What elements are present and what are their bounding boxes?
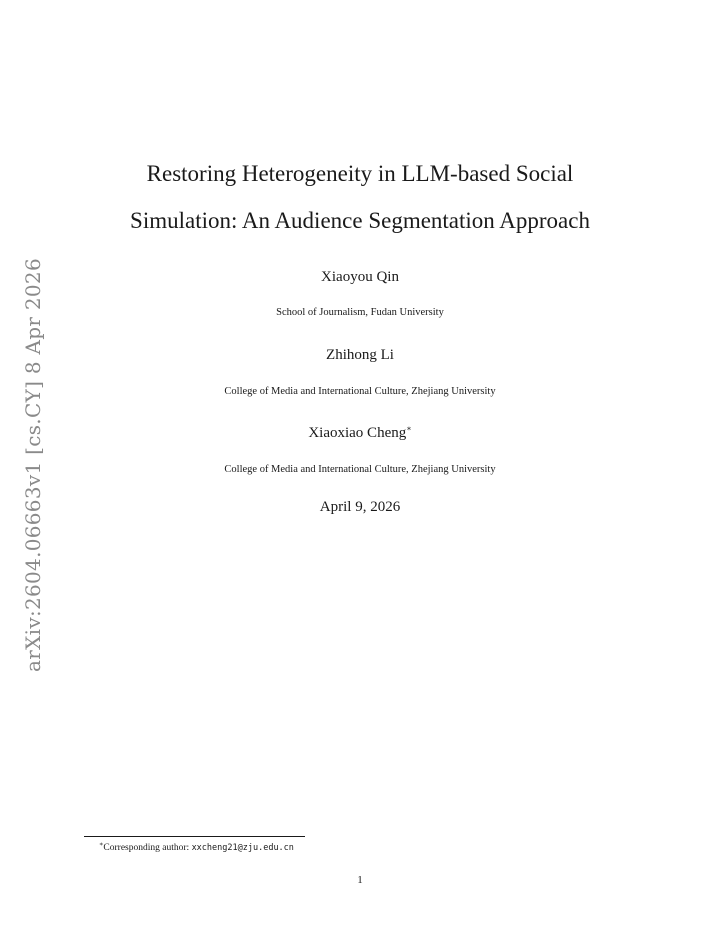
corresponding-email: xxcheng21@zju.edu.cn <box>191 843 294 853</box>
footnote-mark: ∗ <box>99 840 104 848</box>
author-name-text: Xiaoyou Qin <box>321 269 399 285</box>
author-affiliation-2: College of Media and International Culture, Zhejiang University <box>224 386 496 397</box>
corresponding-author-footnote <box>99 840 294 853</box>
author-affiliation-1: School of Journalism, Fudan University <box>276 307 444 318</box>
author-name-text: Xiaoxiao Cheng <box>308 425 407 441</box>
author-name-3 <box>80 425 640 442</box>
author-name-text: Zhihong Li <box>326 347 394 363</box>
author-affiliation-3: College of Media and International Culture, Zhejiang University <box>224 464 496 475</box>
publication-date: April 9, 2026 <box>319 499 401 515</box>
paper-title <box>80 150 640 244</box>
page-number: 1 <box>357 874 363 886</box>
footnote-label: Corresponding author: <box>103 843 192 853</box>
author-name-1 <box>80 269 640 286</box>
title-line-2: Simulation: An Audience Segmentation Approach <box>130 208 590 233</box>
author-name-2 <box>80 347 640 364</box>
corresponding-author-mark: ∗ <box>406 424 412 433</box>
title-line-1: Restoring Heterogeneity in LLM-based Social <box>146 161 574 186</box>
footnote-divider <box>84 836 305 837</box>
arxiv-identifier-stamp: arXiv:2604.06663v1 [cs.CY] 8 Apr 2026 <box>21 258 45 672</box>
